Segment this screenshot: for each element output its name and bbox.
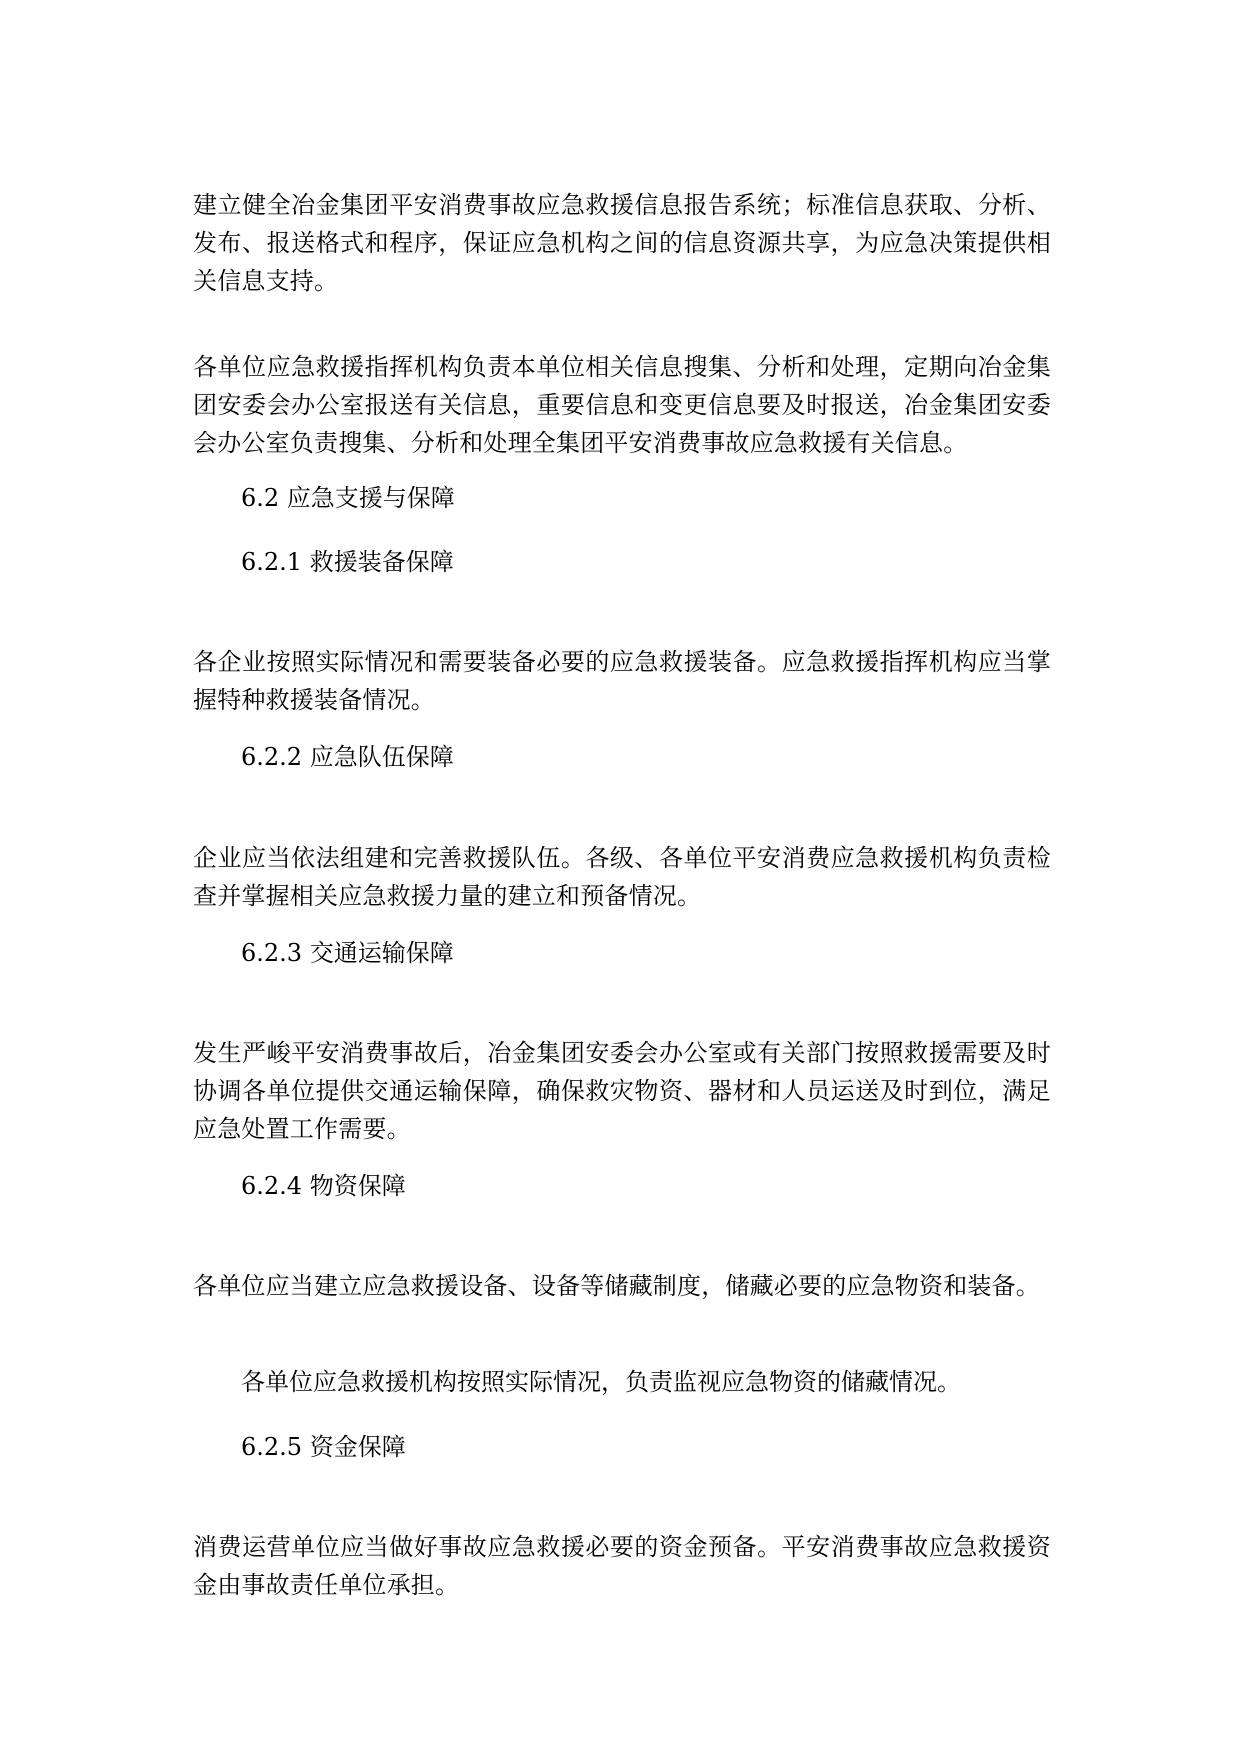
paragraph-team: 企业应当依法组建和完善救援队伍。各级、各单位平安消费应急救援机构负责检查并掌握相关应急救援力量的建立和预备情况。 bbox=[193, 844, 1051, 910]
paragraph-equipment: 各企业按照实际情况和需要装备必要的应急救援装备。应急救援指挥机构应当掌握特种救援装备情况。 bbox=[193, 648, 1051, 714]
paragraph-transport: 发生严峻平安消费事故后，冶金集团安委会办公室或有关部门按照救援需要及时协调各单位提供交通运输保障，确保救灾物资、器材和人员运送及时到位，满足应急处置工作需要。 bbox=[193, 1039, 1051, 1143]
heading-6-2-2: 6.2.2 应急队伍保障 bbox=[241, 743, 454, 771]
heading-6-2-3: 6.2.3 交通运输保障 bbox=[241, 939, 454, 967]
paragraph-materials-monitoring: 各单位应急救援机构按照实际情况，负责监视应急物资的储藏情况。 bbox=[241, 1368, 961, 1396]
heading-6-2-1: 6.2.1 救援装备保障 bbox=[241, 548, 454, 576]
heading-6-2-5: 6.2.5 资金保障 bbox=[241, 1433, 406, 1461]
paragraph-materials: 各单位应当建立应急救援设备、设备等储藏制度，储藏必要的应急物资和装备。 bbox=[193, 1272, 1040, 1300]
paragraph-info-report-system: 建立健全冶金集团平安消费事故应急救援信息报告系统；标准信息获取、分析、发布、报送格式和程序，保证应急机构之间的信息资源共享，为应急决策提供相关信息支持。 bbox=[193, 191, 1051, 295]
heading-6-2-4: 6.2.4 物资保障 bbox=[241, 1172, 406, 1200]
paragraph-info-collection: 各单位应急救援指挥机构负责本单位相关信息搜集、分析和处理，定期向冶金集团安委会办公室报送有关信息，重要信息和变更信息要及时报送，冶金集团安委会办公室负责搜集、分析和处理全集团平安消费事故应急救援有关信息。 bbox=[193, 353, 1051, 457]
paragraph-funding: 消费运营单位应当做好事故应急救援必要的资金预备。平安消费事故应急救援资金由事故责任单位承担。 bbox=[193, 1533, 1051, 1599]
heading-6-2: 6.2 应急支援与保障 bbox=[241, 484, 455, 512]
